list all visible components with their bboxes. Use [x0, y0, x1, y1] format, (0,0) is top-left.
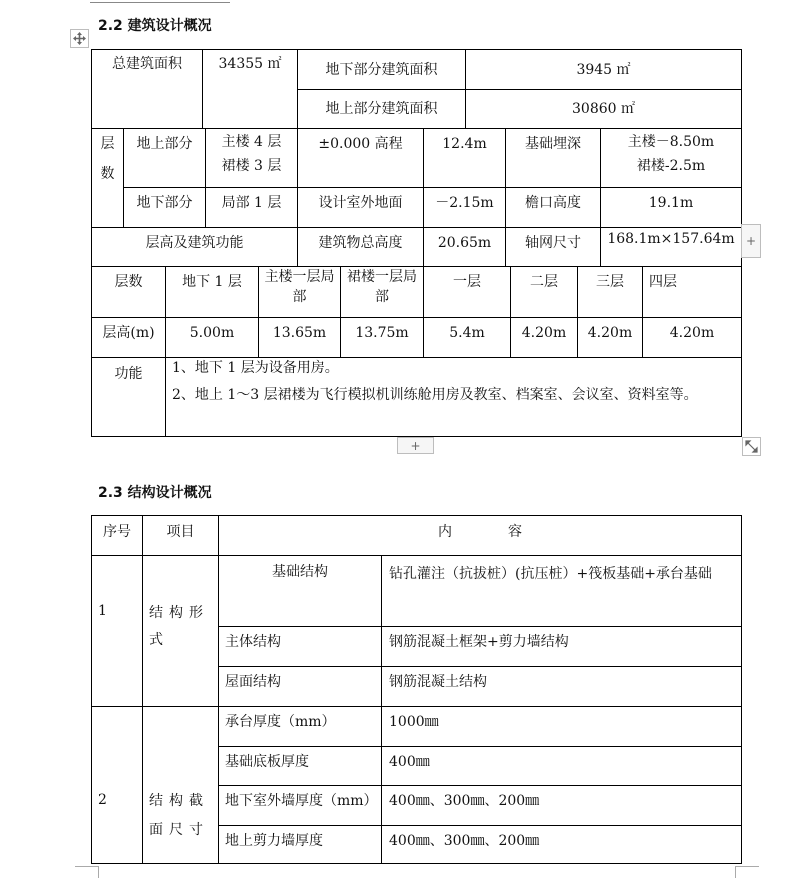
elevation-value: 12.4m — [442, 136, 487, 152]
above-ground-floors: 主楼 4 层 裙楼 3 层 — [221, 134, 282, 174]
base-slab-thickness-label: 基础底板厚度 — [225, 754, 309, 770]
main-structure-value: 钢筋混凝土框架+剪力墙结构 — [389, 634, 569, 650]
outdoor-ground-value: －2.15m — [435, 195, 494, 211]
elevation-label: ±0.000 高程 — [318, 136, 403, 152]
building-height-label: 建筑物总高度 — [318, 235, 403, 251]
roof-structure-label: 屋面结构 — [225, 674, 281, 690]
page-corner-mark — [735, 866, 736, 878]
floor-header-2: 主楼一层局部 — [264, 269, 335, 305]
header-content: 内 容 — [438, 524, 522, 540]
foundation-structure-value: 钻孔灌注（抗拔桩）(抗压桩）+筏板基础+承台基础 — [389, 566, 712, 582]
floor-header-5: 二层 — [530, 274, 558, 290]
page-bottom-edge — [75, 866, 99, 867]
function-line-2: 2、地上 1～3 层裙楼为飞行模拟机训练舱用房及教室、档案室、会议室、资料室等。 — [172, 387, 698, 403]
above-area-value: 30860 ㎡ — [572, 101, 635, 117]
grid-size-label: 轴网尺寸 — [525, 235, 581, 251]
function-label: 功能 — [114, 366, 143, 382]
below-ground-label: 地下部分 — [136, 195, 193, 211]
floor-height-value: 4.20m — [587, 325, 633, 341]
header-item: 项目 — [166, 524, 195, 540]
floor-header-4: 一层 — [453, 274, 481, 290]
floor-header-0: 层数 — [114, 274, 143, 290]
floor-header-1: 地下 1 层 — [182, 274, 242, 290]
floors-label: 层 数 — [100, 136, 115, 182]
foundation-depth-values: 主楼－8.50m 裙楼-2.5m — [627, 134, 715, 174]
above-area-label: 地上部分建筑面积 — [325, 101, 438, 117]
function-line-1: 1、地下 1 层为设备用房。 — [172, 360, 339, 376]
basement-wall-thickness-value: 400㎜、300㎜、200㎜ — [389, 793, 540, 809]
floor-header-6: 三层 — [596, 274, 624, 290]
group2-no: 2 — [98, 792, 107, 808]
eave-height-value: 19.1m — [648, 195, 694, 211]
add-row-button[interactable]: + — [397, 437, 434, 454]
floor-header-7: 四层 — [649, 274, 677, 290]
floor-header-3: 裙楼一层局部 — [347, 269, 417, 305]
floor-height-value: 13.75m — [355, 325, 409, 341]
resize-handle-icon — [745, 440, 758, 453]
total-area-label: 总建筑面积 — [112, 56, 182, 72]
roof-structure-value: 钢筋混凝土结构 — [389, 674, 487, 690]
basement-wall-thickness-label: 地下室外墙厚度（mm） — [225, 793, 378, 809]
shear-wall-thickness-value: 400㎜、300㎜、200㎜ — [389, 833, 540, 849]
page-corner-mark — [735, 866, 759, 867]
floor-height-value: 5.4m — [449, 325, 485, 341]
underground-area-value: 3945 ㎡ — [576, 61, 631, 78]
base-slab-thickness-value: 400㎜ — [389, 754, 430, 770]
group2-item: 结构截面尺寸 — [149, 793, 209, 838]
main-structure-label: 主体结构 — [225, 634, 281, 650]
below-ground-floors: 局部 1 层 — [221, 195, 282, 211]
eave-height-label: 檐口高度 — [525, 195, 581, 211]
foundation-structure-label: 基础结构 — [272, 564, 328, 580]
floor-height-value: 5.00m — [189, 325, 235, 341]
group1-no: 1 — [98, 603, 107, 619]
foundation-depth-label: 基础埋深 — [525, 136, 581, 152]
add-column-button[interactable]: + — [741, 224, 761, 258]
floor-height-label: 层高(m) — [102, 325, 155, 341]
grid-size-value: 168.1m×157.64m — [607, 231, 735, 247]
header-no: 序号 — [103, 524, 131, 540]
page-corner-mark — [98, 866, 99, 878]
pile-cap-thickness-label: 承台厚度（mm） — [225, 714, 336, 730]
section-title-structure: 2.3 结构设计概况 — [98, 485, 212, 501]
floor-height-value: 4.20m — [521, 325, 567, 341]
move-handle-icon — [73, 32, 86, 45]
page-top-edge — [90, 2, 230, 3]
table-move-handle[interactable] — [70, 29, 89, 48]
underground-area-label: 地下部分建筑面积 — [325, 61, 438, 78]
building-height-value: 20.65m — [437, 235, 492, 251]
table-resize-handle[interactable] — [742, 437, 761, 456]
above-ground-label: 地上部分 — [136, 136, 193, 152]
floor-height-value: 4.20m — [669, 325, 715, 341]
outdoor-ground-label: 设计室外地面 — [318, 195, 403, 211]
total-area-value: 34355 ㎡ — [218, 56, 282, 72]
floor-height-function-label: 层高及建筑功能 — [145, 235, 244, 251]
section-title-architecture: 2.2 建筑设计概况 — [98, 18, 212, 34]
group1-item: 结构形式 — [149, 605, 209, 648]
pile-cap-thickness-value: 1000㎜ — [389, 714, 439, 730]
shear-wall-thickness-label: 地上剪力墙厚度 — [225, 833, 323, 849]
floor-height-value: 13.65m — [272, 325, 327, 341]
